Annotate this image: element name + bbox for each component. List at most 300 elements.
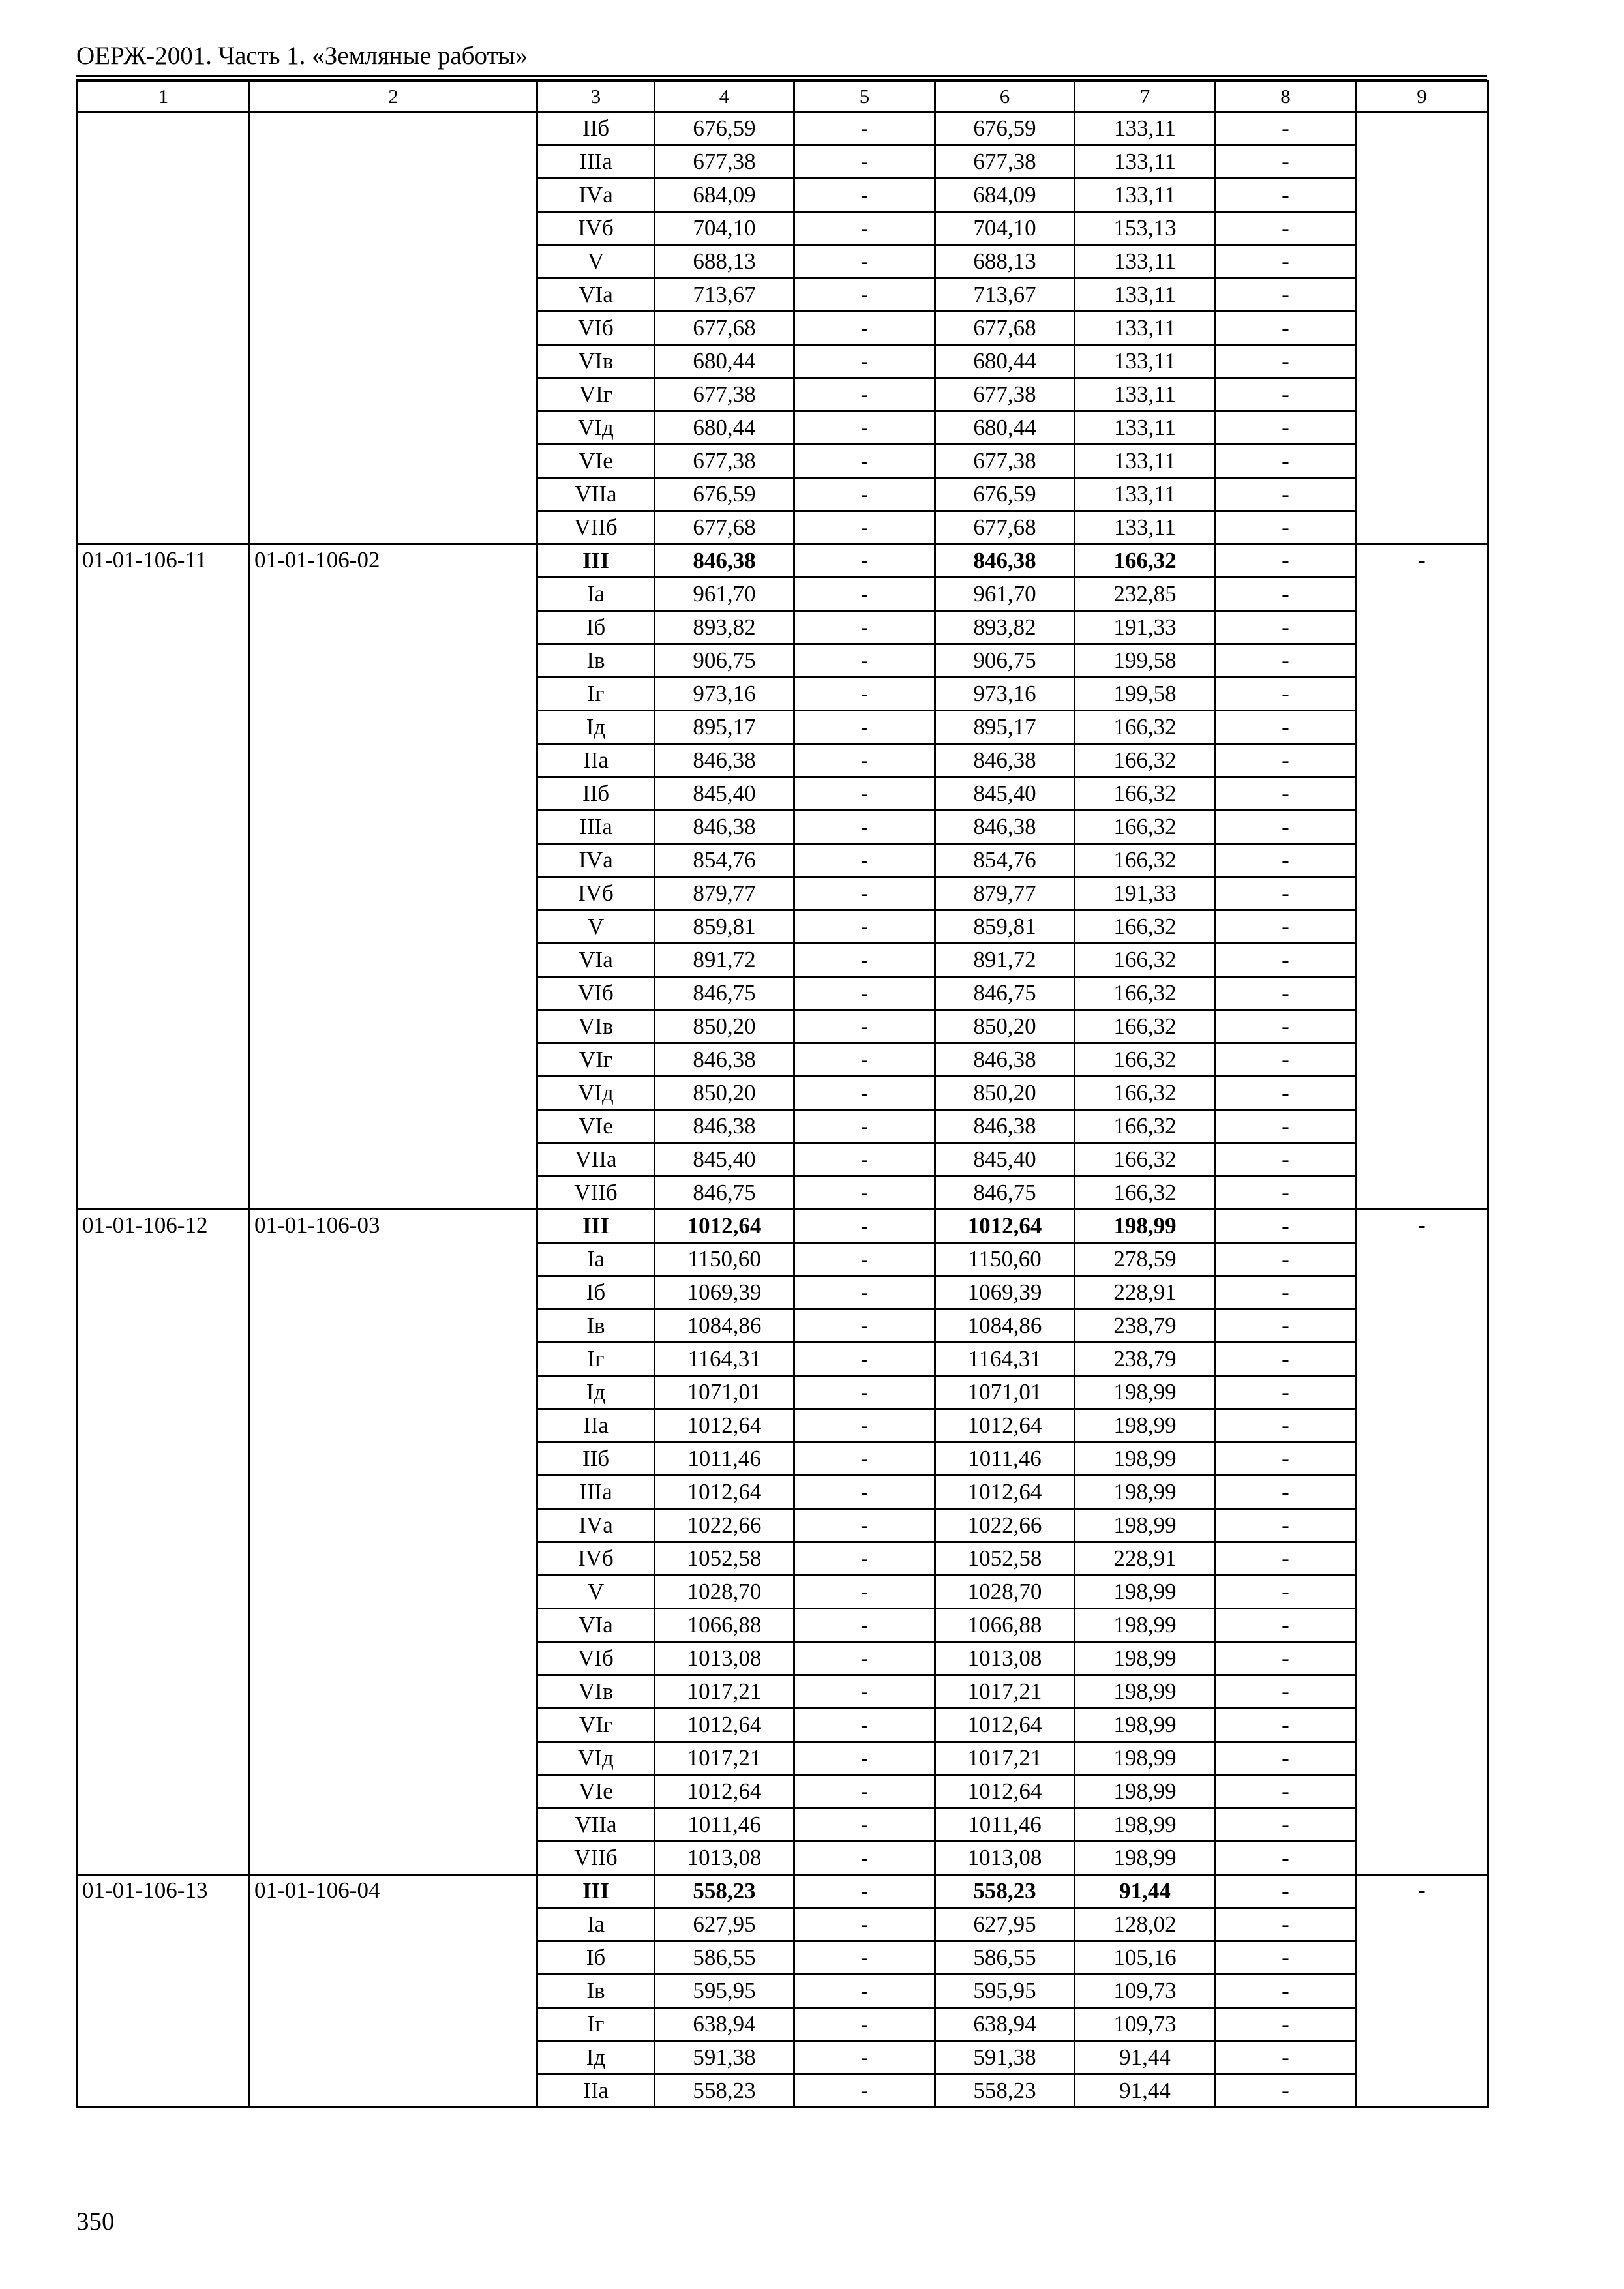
value-col7-cell: 278,59 (1075, 1243, 1216, 1276)
value-col4-cell: 906,75 (655, 644, 794, 678)
value-col4-cell: 845,40 (655, 1143, 794, 1176)
value-col8-cell: - (1216, 910, 1356, 944)
value-col5-cell: - (794, 478, 935, 511)
value-col7-cell: 191,33 (1075, 877, 1216, 910)
value-col7-cell: 91,44 (1075, 1875, 1216, 1908)
value-col8-cell: - (1216, 411, 1356, 445)
value-col5-cell: - (794, 445, 935, 478)
value-col6-cell: 1013,08 (935, 1642, 1075, 1675)
value-col6-cell: 1012,64 (935, 1775, 1075, 1808)
column-number-5: 5 (794, 81, 935, 112)
value-col7-cell: 166,32 (1075, 711, 1216, 744)
value-col5-cell: - (794, 378, 935, 411)
value-col5-cell: - (794, 312, 935, 345)
value-col8-cell: - (1216, 1143, 1356, 1176)
value-col7-cell: 166,32 (1075, 811, 1216, 844)
zone-cell: IIа (537, 1409, 655, 1443)
value-col8-cell: - (1216, 1509, 1356, 1542)
value-col5-cell: - (794, 1576, 935, 1609)
table-row (78, 1210, 1488, 1243)
value-col6-cell: 961,70 (935, 578, 1075, 611)
value-col7-cell: 198,99 (1075, 1509, 1216, 1542)
zone-cell: III (537, 1210, 655, 1243)
value-col6-cell: 1084,86 (935, 1309, 1075, 1343)
value-col4-cell: 595,95 (655, 1975, 794, 2008)
value-col4-cell: 846,75 (655, 1176, 794, 1210)
value-col5-cell: - (794, 1875, 935, 1908)
zone-cell: IVб (537, 212, 655, 245)
value-col8-cell: - (1216, 644, 1356, 678)
table-row (78, 112, 1488, 145)
value-col6-cell: 846,75 (935, 1176, 1075, 1210)
value-col8-cell: - (1216, 1576, 1356, 1609)
zone-cell: IIб (537, 112, 655, 145)
value-col5-cell: - (794, 944, 935, 977)
value-col4-cell: 893,82 (655, 611, 794, 644)
value-col8-cell: - (1216, 278, 1356, 312)
value-col8-cell: - (1216, 2074, 1356, 2108)
value-col4-cell: 1022,66 (655, 1509, 794, 1542)
value-col5-cell: - (794, 678, 935, 711)
value-col6-cell: 895,17 (935, 711, 1075, 744)
value-col8-cell: - (1216, 1010, 1356, 1043)
source-code-cell: 01-01-106-03 (250, 1210, 537, 1875)
value-col7-cell: 153,13 (1075, 212, 1216, 245)
value-col7-cell: 198,99 (1075, 1376, 1216, 1409)
value-col8-cell: - (1216, 1110, 1356, 1143)
value-col6-cell: 846,38 (935, 744, 1075, 777)
value-col4-cell: 638,94 (655, 2008, 794, 2041)
zone-cell: IVа (537, 1509, 655, 1542)
value-col6-cell: 638,94 (935, 2008, 1075, 2041)
value-col4-cell: 1011,46 (655, 1808, 794, 1842)
column-number-4: 4 (655, 81, 794, 112)
value-col6-cell: 684,09 (935, 179, 1075, 212)
value-col6-cell: 1069,39 (935, 1276, 1075, 1309)
value-col4-cell: 850,20 (655, 1077, 794, 1110)
value-col7-cell: 166,32 (1075, 545, 1216, 578)
value-col6-cell: 893,82 (935, 611, 1075, 644)
zone-cell: IVа (537, 179, 655, 212)
value-col8-cell: - (1216, 1542, 1356, 1576)
value-col5-cell: - (794, 1010, 935, 1043)
value-col5-cell: - (794, 2041, 935, 2074)
zone-cell: VIд (537, 1077, 655, 1110)
value-col8-cell: - (1216, 545, 1356, 578)
running-header: ОЕРЖ-2001. Часть 1. «Земляные работы» (76, 42, 528, 70)
zone-cell: Iб (537, 1276, 655, 1309)
zone-cell: VIг (537, 378, 655, 411)
column-number-6: 6 (935, 81, 1075, 112)
value-col7-cell: 133,11 (1075, 278, 1216, 312)
zone-cell: Iг (537, 1343, 655, 1376)
value-col5-cell: - (794, 977, 935, 1010)
value-col4-cell: 591,38 (655, 2041, 794, 2074)
value-col5-cell: - (794, 245, 935, 278)
value-col5-cell: - (794, 1742, 935, 1775)
value-col6-cell: 627,95 (935, 1908, 1075, 1941)
zone-cell: III (537, 1875, 655, 1908)
zone-cell: VIв (537, 1010, 655, 1043)
source-code-cell (250, 112, 537, 545)
value-col4-cell: 845,40 (655, 777, 794, 811)
value-col8-cell: - (1216, 977, 1356, 1010)
value-col7-cell: 198,99 (1075, 1842, 1216, 1875)
value-col8-cell: - (1216, 1675, 1356, 1709)
value-col6-cell: 906,75 (935, 644, 1075, 678)
value-col5-cell: - (794, 578, 935, 611)
value-col8-cell: - (1216, 511, 1356, 545)
value-col5-cell: - (794, 1675, 935, 1709)
value-col5-cell: - (794, 1476, 935, 1509)
value-col5-cell: - (794, 1110, 935, 1143)
zone-cell: VIв (537, 345, 655, 378)
value-col7-cell: 191,33 (1075, 611, 1216, 644)
value-col7-cell: 198,99 (1075, 1576, 1216, 1609)
value-col7-cell: 199,58 (1075, 644, 1216, 678)
value-col8-cell: - (1216, 1775, 1356, 1808)
zone-cell: Iб (537, 611, 655, 644)
value-col8-cell: - (1216, 1875, 1356, 1908)
value-col4-cell: 677,38 (655, 445, 794, 478)
value-col7-cell: 198,99 (1075, 1210, 1216, 1243)
zone-cell: VIIб (537, 1842, 655, 1875)
zone-cell: VIг (537, 1043, 655, 1077)
value-col7-cell: 166,32 (1075, 1077, 1216, 1110)
value-col4-cell: 846,38 (655, 744, 794, 777)
column-number-2: 2 (250, 81, 537, 112)
value-col8-cell: - (1216, 877, 1356, 910)
value-col5-cell: - (794, 1243, 935, 1276)
value-col4-cell: 1012,64 (655, 1409, 794, 1443)
value-col8-cell: - (1216, 678, 1356, 711)
value-col7-cell: 133,11 (1075, 511, 1216, 545)
value-col4-cell: 1012,64 (655, 1709, 794, 1742)
value-col4-cell: 677,38 (655, 378, 794, 411)
value-col4-cell: 1011,46 (655, 1443, 794, 1476)
value-col4-cell: 1017,21 (655, 1675, 794, 1709)
value-col5-cell: - (794, 411, 935, 445)
zone-cell: VIа (537, 1609, 655, 1642)
value-col8-cell: - (1216, 1409, 1356, 1443)
value-col8-cell: - (1216, 478, 1356, 511)
value-col6-cell: 713,67 (935, 278, 1075, 312)
value-col8-cell: - (1216, 744, 1356, 777)
value-col5-cell: - (794, 844, 935, 877)
value-col4-cell: 680,44 (655, 345, 794, 378)
zone-cell: V (537, 245, 655, 278)
zone-cell: Iа (537, 1908, 655, 1941)
value-col6-cell: 1022,66 (935, 1509, 1075, 1542)
value-col5-cell: - (794, 1842, 935, 1875)
value-col8-cell: - (1216, 1309, 1356, 1343)
value-col7-cell: 166,32 (1075, 1176, 1216, 1210)
zone-cell: IIIа (537, 1476, 655, 1509)
value-col9-cell (1356, 112, 1488, 545)
value-col8-cell: - (1216, 245, 1356, 278)
value-col5-cell: - (794, 145, 935, 179)
value-col5-cell: - (794, 1143, 935, 1176)
zone-cell: IIа (537, 2074, 655, 2108)
value-col7-cell: 199,58 (1075, 678, 1216, 711)
value-col8-cell: - (1216, 1842, 1356, 1875)
value-col7-cell: 133,11 (1075, 411, 1216, 445)
zone-cell: VIд (537, 411, 655, 445)
value-col5-cell: - (794, 1642, 935, 1675)
value-col4-cell: 891,72 (655, 944, 794, 977)
value-col9-cell: - (1356, 1210, 1488, 1875)
value-col4-cell: 704,10 (655, 212, 794, 245)
value-col4-cell: 677,68 (655, 511, 794, 545)
value-col8-cell: - (1216, 378, 1356, 411)
value-col6-cell: 680,44 (935, 345, 1075, 378)
zone-cell: IIб (537, 1443, 655, 1476)
value-col4-cell: 850,20 (655, 1010, 794, 1043)
value-col4-cell: 1013,08 (655, 1842, 794, 1875)
value-col8-cell: - (1216, 1476, 1356, 1509)
value-col4-cell: 1028,70 (655, 1576, 794, 1609)
value-col4-cell: 846,75 (655, 977, 794, 1010)
value-col6-cell: 677,38 (935, 378, 1075, 411)
value-col4-cell: 713,67 (655, 278, 794, 312)
value-col8-cell: - (1216, 611, 1356, 644)
value-col5-cell: - (794, 1343, 935, 1376)
value-col5-cell: - (794, 545, 935, 578)
page-number: 350 (76, 2207, 115, 2236)
value-col4-cell: 1012,64 (655, 1210, 794, 1243)
value-col5-cell: - (794, 611, 935, 644)
value-col6-cell: 879,77 (935, 877, 1075, 910)
value-col7-cell: 166,32 (1075, 844, 1216, 877)
zone-cell: VIIа (537, 1808, 655, 1842)
value-col8-cell: - (1216, 312, 1356, 345)
value-col4-cell: 846,38 (655, 1043, 794, 1077)
zone-cell: V (537, 910, 655, 944)
zone-cell: VIе (537, 445, 655, 478)
value-col8-cell: - (1216, 445, 1356, 478)
value-col5-cell: - (794, 112, 935, 145)
zone-cell: Iг (537, 678, 655, 711)
value-col8-cell: - (1216, 212, 1356, 245)
value-col7-cell: 198,99 (1075, 1709, 1216, 1742)
value-col8-cell: - (1216, 1043, 1356, 1077)
value-col7-cell: 228,91 (1075, 1542, 1216, 1576)
value-col7-cell: 166,32 (1075, 1143, 1216, 1176)
value-col5-cell: - (794, 1309, 935, 1343)
value-col4-cell: 676,59 (655, 112, 794, 145)
value-col6-cell: 891,72 (935, 944, 1075, 977)
value-col4-cell: 973,16 (655, 678, 794, 711)
value-col8-cell: - (1216, 1742, 1356, 1775)
value-col6-cell: 595,95 (935, 1975, 1075, 2008)
value-col8-cell: - (1216, 1343, 1356, 1376)
source-code-cell: 01-01-106-04 (250, 1875, 537, 2108)
value-col5-cell: - (794, 1409, 935, 1443)
zone-cell: VIд (537, 1742, 655, 1775)
value-col7-cell: 133,11 (1075, 378, 1216, 411)
value-col6-cell: 1150,60 (935, 1243, 1075, 1276)
value-col4-cell: 677,68 (655, 312, 794, 345)
value-col4-cell: 846,38 (655, 811, 794, 844)
value-col4-cell: 961,70 (655, 578, 794, 611)
value-col4-cell: 1066,88 (655, 1609, 794, 1642)
value-col8-cell: - (1216, 2041, 1356, 2074)
value-col5-cell: - (794, 1443, 935, 1476)
zone-cell: VIIб (537, 511, 655, 545)
value-col5-cell: - (794, 877, 935, 910)
value-col5-cell: - (794, 1077, 935, 1110)
value-col7-cell: 166,32 (1075, 1110, 1216, 1143)
value-col7-cell: 198,99 (1075, 1609, 1216, 1642)
zone-cell: VIб (537, 312, 655, 345)
value-col5-cell: - (794, 777, 935, 811)
value-col8-cell: - (1216, 1243, 1356, 1276)
value-col7-cell: 133,11 (1075, 345, 1216, 378)
value-col4-cell: 854,76 (655, 844, 794, 877)
value-col5-cell: - (794, 1043, 935, 1077)
value-col4-cell: 859,81 (655, 910, 794, 944)
value-col6-cell: 859,81 (935, 910, 1075, 944)
zone-cell: VIа (537, 278, 655, 312)
table-body (78, 81, 1488, 2108)
value-col9-cell: - (1356, 545, 1488, 1210)
value-col8-cell: - (1216, 2008, 1356, 2041)
zone-cell: V (537, 1576, 655, 1609)
value-col4-cell: 676,59 (655, 478, 794, 511)
value-col6-cell: 1011,46 (935, 1808, 1075, 1842)
value-col7-cell: 198,99 (1075, 1775, 1216, 1808)
value-col6-cell: 1052,58 (935, 1542, 1075, 1576)
value-col4-cell: 1012,64 (655, 1775, 794, 1808)
value-col7-cell: 198,99 (1075, 1808, 1216, 1842)
value-col6-cell: 850,20 (935, 1077, 1075, 1110)
value-col7-cell: 232,85 (1075, 578, 1216, 611)
value-col4-cell: 688,13 (655, 245, 794, 278)
zone-cell: IIIа (537, 811, 655, 844)
value-col6-cell: 1012,64 (935, 1409, 1075, 1443)
value-col4-cell: 558,23 (655, 2074, 794, 2108)
value-col6-cell: 676,59 (935, 478, 1075, 511)
value-col4-cell: 586,55 (655, 1941, 794, 1975)
header-rule-thick (76, 75, 1487, 77)
value-col4-cell: 680,44 (655, 411, 794, 445)
value-col7-cell: 166,32 (1075, 1043, 1216, 1077)
value-col6-cell: 1012,64 (935, 1210, 1075, 1243)
zone-cell: Iг (537, 2008, 655, 2041)
value-col8-cell: - (1216, 1443, 1356, 1476)
value-col5-cell: - (794, 179, 935, 212)
value-col6-cell: 1011,46 (935, 1443, 1075, 1476)
value-col8-cell: - (1216, 1210, 1356, 1243)
value-col8-cell: - (1216, 578, 1356, 611)
value-col7-cell: 228,91 (1075, 1276, 1216, 1309)
value-col6-cell: 680,44 (935, 411, 1075, 445)
zone-cell: Iд (537, 2041, 655, 2074)
value-col6-cell: 1071,01 (935, 1376, 1075, 1409)
value-col5-cell: - (794, 744, 935, 777)
value-col6-cell: 676,59 (935, 112, 1075, 145)
value-col8-cell: - (1216, 345, 1356, 378)
value-col6-cell: 1164,31 (935, 1343, 1075, 1376)
zone-cell: Iв (537, 1975, 655, 2008)
value-col8-cell: - (1216, 1808, 1356, 1842)
value-col7-cell: 109,73 (1075, 2008, 1216, 2041)
value-col8-cell: - (1216, 1941, 1356, 1975)
column-number-row (78, 81, 1488, 112)
value-col6-cell: 677,38 (935, 145, 1075, 179)
value-col4-cell: 1012,64 (655, 1476, 794, 1509)
value-col6-cell: 1066,88 (935, 1609, 1075, 1642)
value-col7-cell: 166,32 (1075, 744, 1216, 777)
value-col7-cell: 91,44 (1075, 2074, 1216, 2108)
value-col5-cell: - (794, 811, 935, 844)
value-col7-cell: 166,32 (1075, 1010, 1216, 1043)
value-col5-cell: - (794, 1176, 935, 1210)
value-col6-cell: 845,40 (935, 1143, 1075, 1176)
zone-cell: Iд (537, 711, 655, 744)
zone-cell: VIIб (537, 1176, 655, 1210)
value-col7-cell: 133,11 (1075, 445, 1216, 478)
value-col8-cell: - (1216, 1908, 1356, 1941)
value-col7-cell: 91,44 (1075, 2041, 1216, 2074)
value-col6-cell: 1013,08 (935, 1842, 1075, 1875)
zone-cell: Iб (537, 1941, 655, 1975)
value-col8-cell: - (1216, 777, 1356, 811)
value-col7-cell: 198,99 (1075, 1642, 1216, 1675)
value-col4-cell: 846,38 (655, 545, 794, 578)
table-row (78, 545, 1488, 578)
zone-cell: VIв (537, 1675, 655, 1709)
zone-cell: VIг (537, 1709, 655, 1742)
value-col6-cell: 558,23 (935, 2074, 1075, 2108)
value-col7-cell: 238,79 (1075, 1343, 1216, 1376)
value-col4-cell: 895,17 (655, 711, 794, 744)
value-col4-cell: 1071,01 (655, 1376, 794, 1409)
zone-cell: VIа (537, 944, 655, 977)
value-col8-cell: - (1216, 1176, 1356, 1210)
value-col6-cell: 846,38 (935, 1110, 1075, 1143)
value-col7-cell: 133,11 (1075, 179, 1216, 212)
value-col5-cell: - (794, 1542, 935, 1576)
value-col5-cell: - (794, 644, 935, 678)
value-col8-cell: - (1216, 844, 1356, 877)
value-col6-cell: 704,10 (935, 212, 1075, 245)
value-col5-cell: - (794, 1775, 935, 1808)
value-col7-cell: 105,16 (1075, 1941, 1216, 1975)
zone-cell: Iа (537, 1243, 655, 1276)
zone-cell: IIб (537, 777, 655, 811)
value-col6-cell: 1012,64 (935, 1476, 1075, 1509)
value-col6-cell: 973,16 (935, 678, 1075, 711)
value-col5-cell: - (794, 1276, 935, 1309)
value-col5-cell: - (794, 1908, 935, 1941)
value-col6-cell: 586,55 (935, 1941, 1075, 1975)
value-col6-cell: 1012,64 (935, 1709, 1075, 1742)
value-col8-cell: - (1216, 1077, 1356, 1110)
value-col8-cell: - (1216, 944, 1356, 977)
value-col7-cell: 166,32 (1075, 977, 1216, 1010)
zone-cell: VIб (537, 1642, 655, 1675)
value-col5-cell: - (794, 1709, 935, 1742)
value-col7-cell: 166,32 (1075, 777, 1216, 811)
value-col7-cell: 198,99 (1075, 1742, 1216, 1775)
value-col7-cell: 133,11 (1075, 245, 1216, 278)
value-col8-cell: - (1216, 1376, 1356, 1409)
value-col5-cell: - (794, 1975, 935, 2008)
value-col5-cell: - (794, 1808, 935, 1842)
value-col6-cell: 846,38 (935, 1043, 1075, 1077)
value-col5-cell: - (794, 511, 935, 545)
